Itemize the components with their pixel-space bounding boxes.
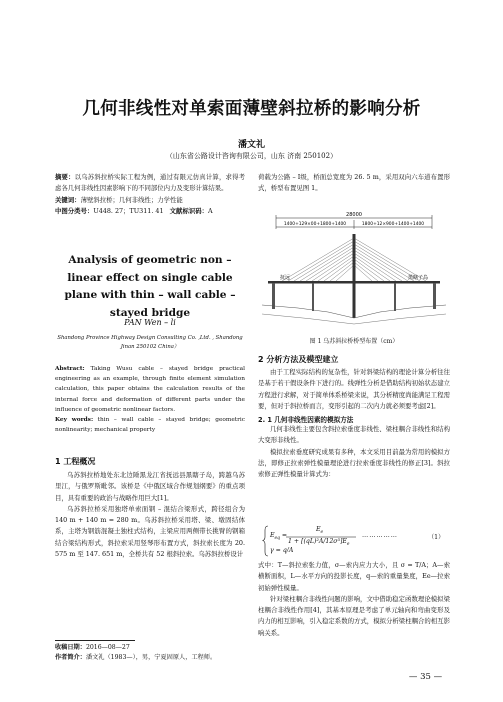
section-2-heading: 2 分析方法及模型建立 bbox=[258, 355, 339, 364]
equation-description-block bbox=[258, 560, 450, 639]
section-1 bbox=[55, 456, 245, 560]
classification-line bbox=[55, 206, 245, 217]
paper-title: 几何非线性对单索面薄壁斜拉桥的影响分析 bbox=[82, 99, 421, 119]
section-1-paragraph-2: 乌苏斜拉桥采用独塔单索面钢 – 混结合梁形式，跨径组合为 140 m + 140 m = 280 m。乌苏斜拉桥采用塔、梁、墩固结体系，主塔为钢筋混凝土独柱式结构，主梁应用两侧带长挑臂的钢箱结合梁结构形式，斜拉索采用竖琴形布置方式，斜拉索长度为 20. 575 m 至 147. 651 m，全桥共有 52 根斜拉索。乌苏斜拉桥设计 bbox=[55, 504, 245, 559]
received-value: 2016—08—27 bbox=[85, 644, 130, 651]
figure-left-label: 抚远 bbox=[280, 275, 291, 281]
eq-lhs: $E_{eq}$ = bbox=[270, 532, 288, 542]
footnote bbox=[55, 643, 245, 663]
right-last-paragraph: 针对梁柱耦合非线性问题的影响，文中借助稳定函数理论模拟梁柱耦合非线性作用[4]，其基本原理是考虑了单元轴向和弯曲变形及内力的相互影响，引入稳定系数的方式，模拟分析梁柱耦合的相互影响关系。 bbox=[258, 594, 450, 637]
english-title: Analysis of geometric non – linear effect on single cable plane with thin – wall cable – stayed bridge bbox=[64, 254, 236, 319]
author-bio-label: 作者简介： bbox=[55, 654, 86, 661]
english-keywords-text: thin – wall cable – stayed bridge; geometric nonlinearity; mechanical property bbox=[55, 417, 246, 434]
figure-right-dims: 1800+12×900+1400+1400 bbox=[361, 222, 425, 227]
page-number: — 35 — bbox=[408, 672, 443, 682]
chinese-keywords bbox=[55, 195, 245, 206]
english-abstract bbox=[55, 364, 245, 415]
equation-description: 式中：T—斜拉索张力值，σ—索内应力大小，且 σ = T/A；A—索横断面积，L—水平方向的投影长度，q—索的重量集度，Ee—拉索初始弹性模量。 bbox=[258, 561, 450, 592]
section-2-paragraph: 由于工程实际结构的复杂性，针对斜梁结构的理论计算分析往往是基于若干假设条件下进行的。线弹性分析是借助结构初始状态建立方程进行求解，对于简单体系桥梁来说，其分析精度尚能满足工程需要，但对于斜拉桥而言，变形引起的二次内力就必须要考虑[2]。 bbox=[258, 368, 450, 410]
english-abstract-text: Taking Wusu cable – stayed bridge practical engineering as an example, through finite element simulation calculation, this paper obtains the calculation results of the internal force and deformation of different parts under the influence of geometric nonlinear factors. bbox=[55, 366, 245, 413]
english-abstract-block bbox=[55, 364, 245, 435]
english-keywords bbox=[55, 415, 245, 435]
received-label: 收稿日期： bbox=[55, 644, 86, 651]
doc-code-value: A bbox=[208, 206, 213, 215]
english-keywords-label: Key words: bbox=[55, 417, 94, 424]
english-abstract-label: Abstract: bbox=[55, 366, 85, 372]
abstract-label: 摘要： bbox=[55, 173, 75, 181]
received-date bbox=[55, 643, 245, 653]
keywords-text: 薄壁斜拉桥；几何非线性；力学性能 bbox=[80, 195, 183, 204]
author-bio bbox=[55, 653, 245, 663]
figure-left-dims: 1400+129×00+1800+1400 bbox=[283, 222, 347, 227]
author-name: 潘文礼 bbox=[237, 140, 265, 150]
bridge-drawing bbox=[258, 200, 450, 330]
eq-dots: …………… bbox=[362, 532, 398, 539]
clc-value: U448. 27；TU311. 41 bbox=[93, 206, 164, 215]
section-1-paragraph-1: 乌苏斜拉桥地处东北边陲黑龙江省抚远县黑瞎子岛，跨越乌苏里江，与俄罗斯毗邻。该桥是《中俄区域合作规划纲要》的重点项目，具有重要的政治与战略作用巨大[1]。 bbox=[55, 471, 245, 502]
section-2 bbox=[258, 354, 450, 481]
section-2-1-heading: 2. 1 几何非线性因素的模拟方法 bbox=[258, 416, 354, 425]
eq-line-2: γ = q/A bbox=[270, 547, 294, 554]
figure-right-label: 黑瞎子岛 bbox=[408, 275, 429, 281]
figure-caption: 图 1 乌苏斜拉桥桥型布置（cm） bbox=[309, 338, 399, 345]
section-2-1-paragraph-2: 模拟拉索垂度研究成果有多种，本文采用目前最为常用的模拟方法，即修正拉索弹性模量理论进行拉索垂度非线性的修正[3]。斜拉索修正弹性模量计算式为： bbox=[258, 447, 450, 479]
author-bio-value: 潘文礼（1983—），男，宁夏固原人，工程师。 bbox=[85, 654, 217, 661]
english-affiliation: Shandong Province Highway Design Consulting Co. ,Ltd. , Shandong Jinan 250102 China） bbox=[57, 335, 243, 350]
section-1-heading: 1 工程概况 bbox=[55, 457, 96, 466]
figure-total-dim: 28000 bbox=[346, 212, 362, 218]
eq-numerator: $E_e$ bbox=[316, 526, 324, 536]
english-author: PAN Wen – li bbox=[124, 318, 176, 327]
bridge-deck bbox=[268, 281, 440, 284]
chinese-abstract bbox=[55, 172, 245, 195]
chinese-abstract-block bbox=[55, 172, 245, 217]
right-intro-text: 荷载为公路 – Ⅰ级，桥面总宽度为 26. 5 m，采用双向六车道布置形式，桥型布置见图 1。 bbox=[258, 173, 450, 193]
right-intro bbox=[258, 172, 450, 195]
eq-number: （1） bbox=[428, 534, 445, 541]
clc-label: 中图分类号： bbox=[55, 206, 94, 215]
footnote-rule bbox=[55, 640, 135, 641]
bridge-tower bbox=[353, 234, 356, 318]
eq-denominator: $1 + [(qL)^2A/12\sigma^3]E_e$ bbox=[288, 538, 350, 548]
author-affiliation: （山东省公路设计咨询有限公司，山东 济南 250102） bbox=[165, 152, 338, 160]
bridge-layout-figure bbox=[258, 200, 450, 330]
abstract-text: 以乌苏斜拉桥实际工程为例，通过有限元仿真计算，求得考虑各几何非线性因素影响下的不同部位内力及变形计算结果。 bbox=[55, 173, 246, 193]
keywords-label: 关键词： bbox=[55, 195, 81, 204]
doc-code-label: 文献标识码： bbox=[169, 206, 209, 215]
equation-1 bbox=[262, 524, 450, 558]
section-2-1-paragraph-1: 几何非线性主要包含斜拉索垂度非线性、梁柱耦合非线性和结构大变形非线性。 bbox=[258, 425, 450, 445]
